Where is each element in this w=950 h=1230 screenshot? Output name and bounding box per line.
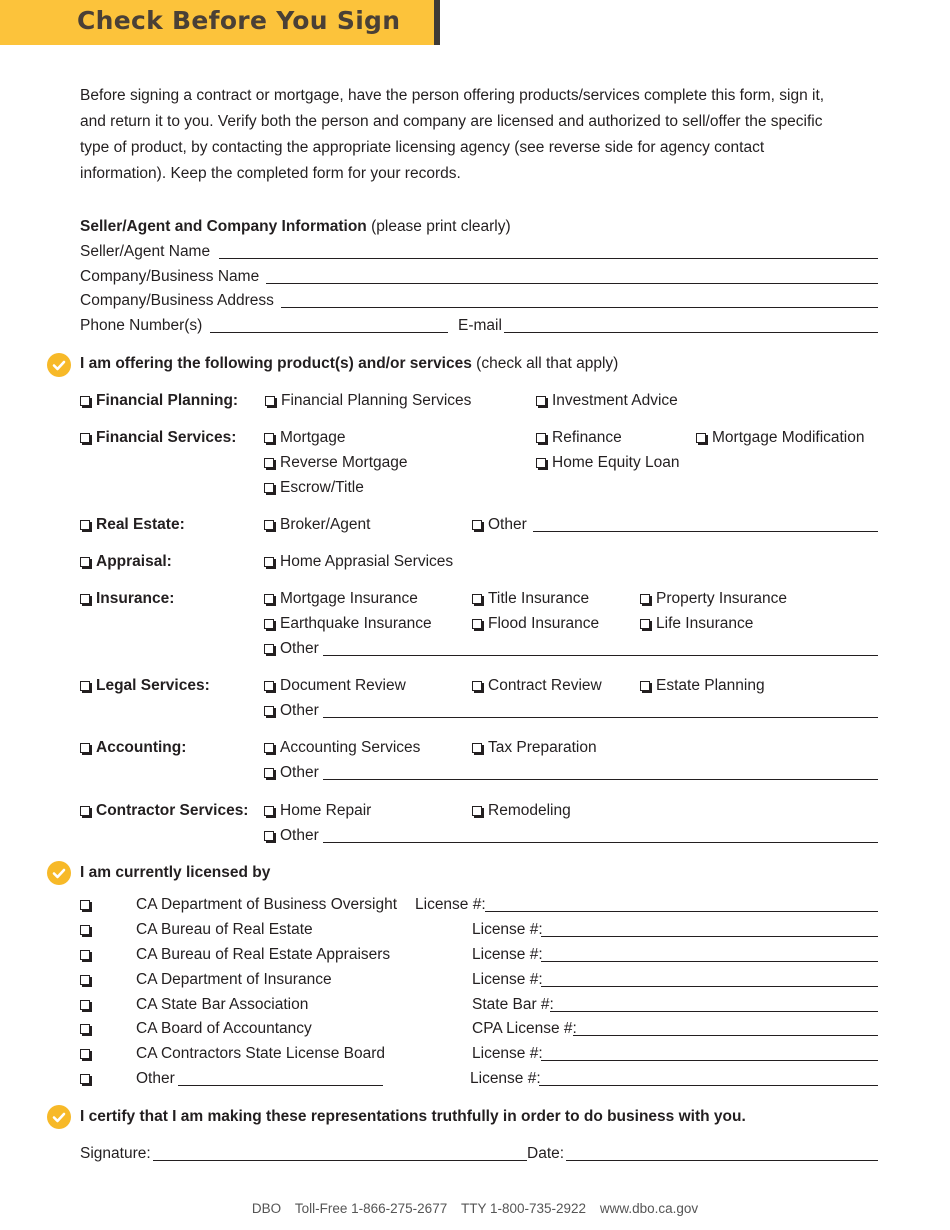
checkbox-icon[interactable] (264, 483, 274, 493)
option-broker-agent[interactable]: Broker/Agent (264, 515, 370, 535)
checkbox-icon[interactable] (80, 975, 90, 985)
checkbox-icon[interactable] (264, 520, 274, 530)
license-field-label: License #: (415, 896, 486, 913)
option-financial-planning-services[interactable]: Financial Planning Services (265, 391, 471, 411)
checkbox-icon[interactable] (80, 1000, 90, 1010)
license-field-label: License #: (470, 1070, 541, 1087)
license-number-field[interactable] (541, 1060, 878, 1061)
option-home-repair[interactable]: Home Repair (264, 801, 371, 821)
checkbox-icon[interactable] (80, 520, 90, 530)
license-number-field[interactable] (550, 1011, 878, 1012)
checkbox-icon[interactable] (472, 681, 482, 691)
option-mortgage[interactable]: Mortgage (264, 428, 345, 448)
license-checkbox-brea[interactable] (80, 945, 96, 965)
checkbox-icon[interactable] (472, 520, 482, 530)
license-other-agency-field[interactable] (178, 1085, 383, 1086)
option-contractor-other[interactable]: Other (264, 826, 319, 846)
footer-tty: TTY 1-800-735-2922 (460, 1201, 587, 1216)
license-number-field[interactable] (485, 911, 878, 912)
checkbox-icon[interactable] (696, 433, 706, 443)
option-mortgage-insurance[interactable]: Mortgage Insurance (264, 589, 418, 609)
checkbox-icon[interactable] (80, 594, 90, 604)
checkbox-icon[interactable] (80, 557, 90, 567)
checkbox-icon[interactable] (264, 768, 274, 778)
option-estate-planning[interactable]: Estate Planning (640, 676, 765, 696)
checkbox-icon[interactable] (264, 433, 274, 443)
license-field-label: State Bar #: (472, 996, 554, 1013)
option-flood-insurance[interactable]: Flood Insurance (472, 614, 599, 634)
checkbox-icon[interactable] (80, 681, 90, 691)
checkbox-icon[interactable] (264, 594, 274, 604)
license-field-label: License #: (472, 1045, 543, 1062)
seller-name-label: Seller/Agent Name (80, 243, 211, 260)
license-number-field[interactable] (541, 936, 878, 937)
license-field-label: License #: (472, 971, 543, 988)
category-financial-services[interactable]: Financial Services: (80, 428, 236, 448)
checkbox-icon[interactable] (472, 594, 482, 604)
seller-heading: Seller/Agent and Company Information (80, 218, 367, 235)
checkbox-icon[interactable] (80, 433, 90, 443)
option-life-insurance[interactable]: Life Insurance (640, 614, 753, 634)
checkbox-icon[interactable] (264, 557, 274, 567)
company-name-field[interactable] (266, 283, 878, 284)
checkbox-icon[interactable] (80, 900, 90, 910)
option-accounting-other[interactable]: Other (264, 763, 319, 783)
option-reverse-mortgage[interactable]: Reverse Mortgage (264, 453, 408, 473)
checkbox-icon[interactable] (264, 706, 274, 716)
option-mortgage-modification[interactable]: Mortgage Modification (696, 428, 865, 448)
category-real-estate[interactable]: Real Estate: (80, 515, 185, 535)
option-investment-advice[interactable]: Investment Advice (536, 391, 678, 411)
option-real-estate-other[interactable]: Other (472, 515, 527, 535)
license-checkbox-cdi[interactable] (80, 970, 96, 990)
signature-label: Signature: (80, 1145, 151, 1162)
licensed-heading: I am currently licensed by (80, 864, 271, 881)
contractor-other-field[interactable] (323, 842, 878, 843)
license-agency-bre: CA Bureau of Real Estate (136, 921, 313, 938)
option-home-appraisal-services[interactable]: Home Apprasial Services (264, 552, 453, 572)
email-label: E-mail (458, 317, 502, 334)
category-appraisal[interactable]: Appraisal: (80, 552, 172, 572)
footer-website[interactable]: www.dbo.ca.gov (599, 1201, 699, 1216)
checkbox-icon[interactable] (472, 619, 482, 629)
option-escrow-title[interactable]: Escrow/Title (264, 478, 364, 498)
option-accounting-services[interactable]: Accounting Services (264, 738, 420, 758)
seller-name-field[interactable] (219, 258, 878, 259)
footer-toll-free: Toll-Free 1-866-275-2677 (294, 1201, 448, 1216)
option-insurance-other[interactable]: Other (264, 639, 319, 659)
option-tax-preparation[interactable]: Tax Preparation (472, 738, 597, 758)
license-agency-cba: CA Board of Accountancy (136, 1020, 312, 1037)
checkbox-icon[interactable] (80, 1049, 90, 1059)
checkbox-icon[interactable] (80, 1024, 90, 1034)
license-number-field[interactable] (541, 961, 878, 962)
license-field-label: CPA License #: (472, 1020, 577, 1037)
company-address-field[interactable] (281, 307, 878, 308)
option-remodeling[interactable]: Remodeling (472, 801, 571, 821)
license-field-label: License #: (472, 946, 543, 963)
license-agency-cdi: CA Department of Insurance (136, 971, 332, 988)
license-checkbox-dbo[interactable] (80, 895, 96, 915)
license-agency-cslb: CA Contractors State License Board (136, 1045, 385, 1062)
checkbox-icon[interactable] (536, 433, 546, 443)
checkbox-icon[interactable] (80, 396, 90, 406)
category-contractor-services[interactable]: Contractor Services: (80, 801, 248, 821)
license-agency-other: Other (136, 1070, 175, 1087)
checkbox-icon[interactable] (264, 681, 274, 691)
footer (0, 1201, 950, 1216)
license-field-label: License #: (472, 921, 543, 938)
checkbox-icon[interactable] (264, 806, 274, 816)
checkbox-icon[interactable] (264, 644, 274, 654)
company-name-label: Company/Business Name (80, 268, 260, 285)
category-accounting[interactable]: Accounting: (80, 738, 186, 758)
seller-heading-note: (please print clearly) (371, 218, 511, 235)
license-agency-state-bar: CA State Bar Association (136, 996, 309, 1013)
license-number-field[interactable] (539, 1085, 878, 1086)
date-label: Date: (527, 1145, 565, 1162)
company-address-label: Company/Business Address (80, 292, 274, 309)
checkbox-icon[interactable] (264, 458, 274, 468)
checkbox-icon[interactable] (472, 743, 482, 753)
license-agency-brea: CA Bureau of Real Estate Appraisers (136, 946, 391, 963)
seller-heading-row (80, 217, 511, 237)
license-checkbox-bre[interactable] (80, 920, 96, 940)
category-insurance[interactable]: Insurance: (80, 589, 174, 609)
license-number-field[interactable] (541, 986, 878, 987)
license-checkbox-other[interactable] (80, 1069, 96, 1089)
license-agency-dbo: CA Department of Business Oversight (136, 896, 398, 913)
legal-other-field[interactable] (323, 717, 878, 718)
checkbox-icon[interactable] (264, 831, 274, 841)
phone-label: Phone Number(s) (80, 317, 203, 334)
page-title: Check Before You Sign (77, 6, 401, 35)
checkbox-icon[interactable] (536, 396, 546, 406)
license-checkbox-cslb[interactable] (80, 1044, 96, 1064)
checkbox-icon[interactable] (80, 806, 90, 816)
real-estate-other-field[interactable] (533, 531, 878, 532)
checkbox-icon[interactable] (536, 458, 546, 468)
checkbox-icon[interactable] (80, 743, 90, 753)
checkbox-icon[interactable] (264, 743, 274, 753)
option-earthquake-insurance[interactable]: Earthquake Insurance (264, 614, 432, 634)
checkbox-icon[interactable] (640, 619, 650, 629)
checkbox-icon[interactable] (472, 806, 482, 816)
date-field[interactable] (566, 1160, 878, 1161)
signature-field[interactable] (153, 1160, 527, 1161)
option-refinance[interactable]: Refinance (536, 428, 622, 448)
checkbox-icon[interactable] (264, 619, 274, 629)
license-number-field[interactable] (573, 1035, 878, 1036)
category-financial-planning[interactable]: Financial Planning: (80, 391, 238, 411)
products-heading-row (80, 354, 618, 374)
checkmark-icon (47, 861, 71, 885)
checkmark-icon (47, 353, 71, 377)
checkbox-icon[interactable] (80, 925, 90, 935)
checkbox-icon[interactable] (265, 396, 275, 406)
option-legal-other[interactable]: Other (264, 701, 319, 721)
products-heading-note: (check all that apply) (476, 355, 619, 372)
footer-org: DBO (251, 1201, 282, 1216)
license-checkbox-state-bar[interactable] (80, 995, 96, 1015)
checkbox-icon[interactable] (80, 1074, 90, 1084)
checkmark-icon (47, 1105, 71, 1129)
category-legal-services[interactable]: Legal Services: (80, 676, 210, 696)
intro-paragraph: Before signing a contract or mortgage, have the person offering products/services complete this form, sign it, and return it to you. Verify both the person and company are licensed and authorized to sell/offer the specific type of product, by contacting the appropriate licensing agency (see reverse side for agency contact information). Keep the completed form for your records. (80, 87, 825, 182)
accounting-other-field[interactable] (323, 779, 878, 780)
checkbox-icon[interactable] (640, 594, 650, 604)
insurance-other-field[interactable] (323, 655, 878, 656)
email-field[interactable] (504, 332, 878, 333)
checkbox-icon[interactable] (80, 950, 90, 960)
certify-statement: I certify that I am making these representations truthfully in order to do business with you. (80, 1108, 746, 1125)
option-contract-review[interactable]: Contract Review (472, 676, 602, 696)
option-title-insurance[interactable]: Title Insurance (472, 589, 589, 609)
option-document-review[interactable]: Document Review (264, 676, 406, 696)
products-heading: I am offering the following product(s) and/or services (80, 355, 472, 372)
checkbox-icon[interactable] (640, 681, 650, 691)
license-checkbox-cba[interactable] (80, 1019, 96, 1039)
phone-field[interactable] (210, 332, 448, 333)
option-property-insurance[interactable]: Property Insurance (640, 589, 787, 609)
option-home-equity-loan[interactable]: Home Equity Loan (536, 453, 680, 473)
